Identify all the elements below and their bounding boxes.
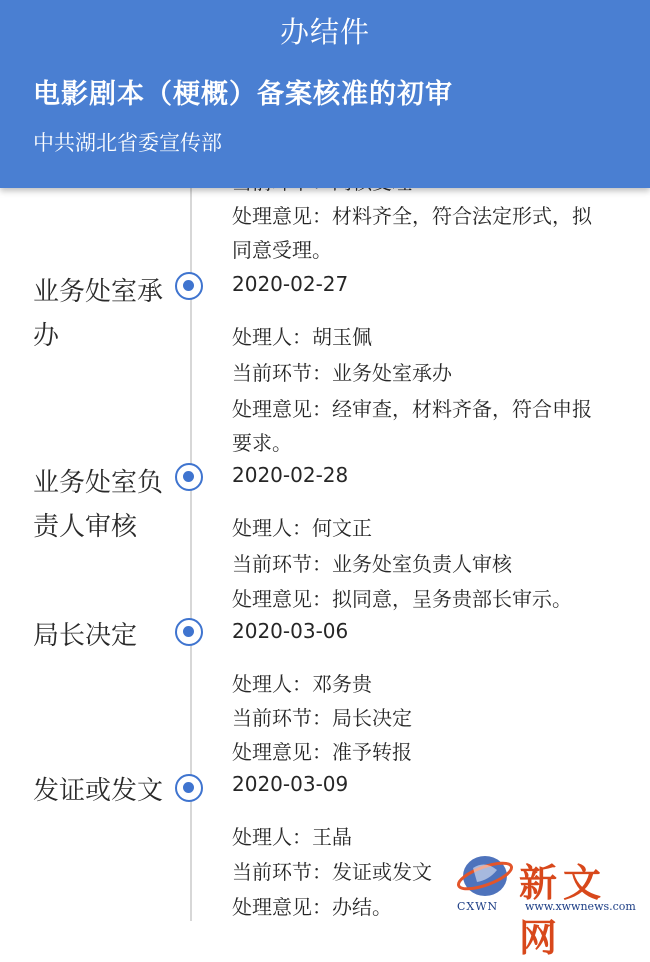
stage-opinion-line1: 处理意见：经审查，材料齐备，符合申报 [232, 397, 592, 421]
stage-step: 当前环节：业务处室负责人审核 [232, 552, 512, 576]
stage-date: 2020-02-28 [232, 463, 349, 487]
stage-name: 发证或发文 [33, 776, 164, 806]
stage-handler: 处理人：王晶 [232, 825, 352, 849]
item-title: 电影剧本（梗概）备案核准的初审 [33, 79, 453, 110]
stage-date: 2020-02-27 [232, 272, 349, 296]
stage-handler: 处理人：邓务贵 [232, 672, 372, 696]
watermark-brand: 新文网 [519, 860, 608, 960]
timeline-node [175, 774, 203, 802]
stage-name: 局长决定 [33, 621, 138, 651]
header-bar [0, 0, 650, 188]
stage-name: 业务处室承办 [33, 277, 164, 351]
stage-opinion-line1: 处理意见：准予转报 [232, 740, 412, 764]
stage-opinion-line1: 处理意见：办结。 [232, 895, 392, 919]
stage-step: 当前环节：发证或发文 [232, 860, 432, 884]
watermark-abbr: CXWN [457, 900, 499, 913]
stage-handler: 处理人：胡玉佩 [232, 325, 372, 349]
watermark-logo [455, 848, 645, 960]
department-name: 中共湖北省委宣传部 [33, 131, 222, 155]
timeline-node [175, 618, 203, 646]
partial-opinion-line2: 同意受理。 [232, 238, 332, 262]
stage-date: 2020-03-09 [232, 772, 349, 796]
timeline-node [175, 272, 203, 300]
nav-title: 办结件 [279, 15, 370, 49]
stage-handler: 处理人：何文正 [232, 516, 372, 540]
stage-opinion-line1: 处理意见：拟同意，呈务贵部长审示。 [232, 587, 572, 611]
stage-step: 当前环节：局长决定 [232, 706, 412, 730]
stage-date: 2020-03-06 [232, 619, 349, 643]
stage-opinion-line2: 要求。 [232, 431, 292, 455]
stage-step: 当前环节：业务处室承办 [232, 361, 452, 385]
watermark-url: www.xwwnews.com [525, 900, 636, 913]
timeline-node [175, 463, 203, 491]
globe-icon [455, 850, 517, 900]
partial-opinion-line1: 处理意见：材料齐全，符合法定形式，拟 [232, 204, 592, 228]
stage-name: 业务处室负责人审核 [33, 468, 164, 542]
